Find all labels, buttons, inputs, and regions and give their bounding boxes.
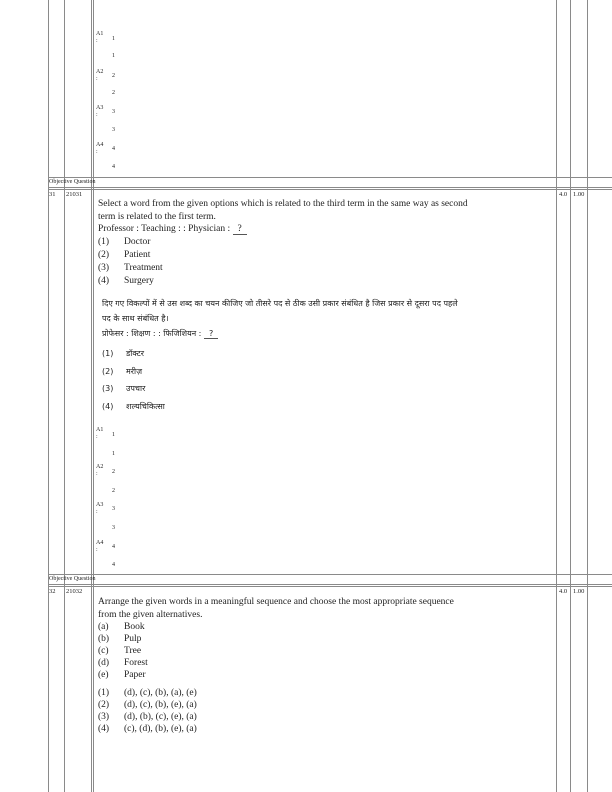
answer-value: 2 [112, 488, 115, 494]
row-divider [48, 177, 612, 178]
answer-value: 3 [112, 127, 115, 133]
question-id: 21031 [66, 191, 83, 198]
word-item: (d) Forest [98, 658, 148, 668]
option: (3) Treatment [98, 263, 163, 273]
answer-label: A4 : [96, 540, 104, 553]
question-text-english: Arrange the given words in a meaningful sequence and choose the most appropriate sequence from the given alternatives. [98, 597, 454, 620]
table-col-divider [570, 0, 571, 792]
answer-text: 2 [112, 73, 115, 79]
answer-value: 2 [112, 90, 115, 96]
answer-label: A3 : [96, 105, 104, 118]
table-left-border [48, 0, 49, 792]
option: (2) Patient [98, 250, 151, 260]
section-label: Objective Question [49, 576, 96, 582]
row-divider [48, 189, 612, 190]
marks: 4.0 [559, 588, 568, 595]
option: (4) (c), (d), (b), (e), (a) [98, 724, 197, 734]
row-divider [48, 586, 612, 587]
option-hindi: (4) शल्यचिकित्सा [102, 402, 165, 411]
answer-text: 2 [112, 469, 115, 475]
table-col-divider [556, 0, 557, 792]
negative-marks: 1.00 [573, 588, 585, 595]
question-number: 31 [49, 191, 56, 198]
answer-label: A4 : [96, 142, 104, 155]
word-item: (e) Paper [98, 670, 146, 680]
table-col-divider [91, 0, 92, 792]
answer-text: 1 [112, 432, 115, 438]
answer-value: 4 [112, 562, 115, 568]
answer-label: A2 : [96, 69, 104, 82]
option: (1) Doctor [98, 237, 151, 247]
answer-label: A3 : [96, 502, 104, 515]
row-divider [48, 574, 612, 575]
answer-label: A2 : [96, 464, 104, 477]
question-text-hindi: दिए गए विकल्पों में से उस शब्द का चयन कीजिए जो तीसरे पद से ठीक उसी प्रकार संबंधित है जिस प्रकार से दूसरा पद पहले पद के साथ संबंधित है। प्रोफेसर : शिक्षण : : फिजिशियन : ? [102, 299, 458, 338]
marks: 4.0 [559, 191, 568, 198]
answer-text: 3 [112, 506, 115, 512]
option: (2) (d), (c), (b), (e), (a) [98, 700, 197, 710]
row-divider [48, 187, 612, 188]
answer-text: 4 [112, 544, 115, 550]
question-id: 21032 [66, 588, 83, 595]
row-divider [48, 584, 612, 585]
table-col-divider [64, 0, 65, 792]
option-hindi: (1) डॉक्टर [102, 349, 145, 358]
option: (4) Surgery [98, 276, 154, 286]
question-number: 32 [49, 588, 56, 595]
negative-marks: 1.00 [573, 191, 585, 198]
answer-text: 4 [112, 146, 115, 152]
answer-value: 4 [112, 164, 115, 170]
answer-text: 3 [112, 109, 115, 115]
section-label: Objective Question [49, 179, 96, 185]
answer-label: A1 : [96, 427, 104, 440]
word-item: (c) Tree [98, 646, 142, 656]
table-col-divider [93, 0, 94, 792]
option-hindi: (3) उपचार [102, 384, 146, 393]
answer-text: 1 [112, 36, 115, 42]
table-right-border [587, 0, 588, 792]
option: (3) (d), (b), (c), (e), (a) [98, 712, 197, 722]
option-hindi: (2) मरीज़ [102, 367, 143, 376]
answer-value: 3 [112, 525, 115, 531]
answer-value: 1 [112, 451, 115, 457]
word-item: (b) Pulp [98, 634, 142, 644]
answer-label: A1 : [96, 31, 104, 44]
word-item: (a) Book [98, 622, 145, 632]
option: (1) (d), (c), (b), (a), (e) [98, 688, 197, 698]
question-text-english: Select a word from the given options which is related to the third term in the same way as second term is related to the first term. Professor : Teaching : : Physician : ? [98, 199, 468, 234]
answer-value: 1 [112, 53, 115, 59]
